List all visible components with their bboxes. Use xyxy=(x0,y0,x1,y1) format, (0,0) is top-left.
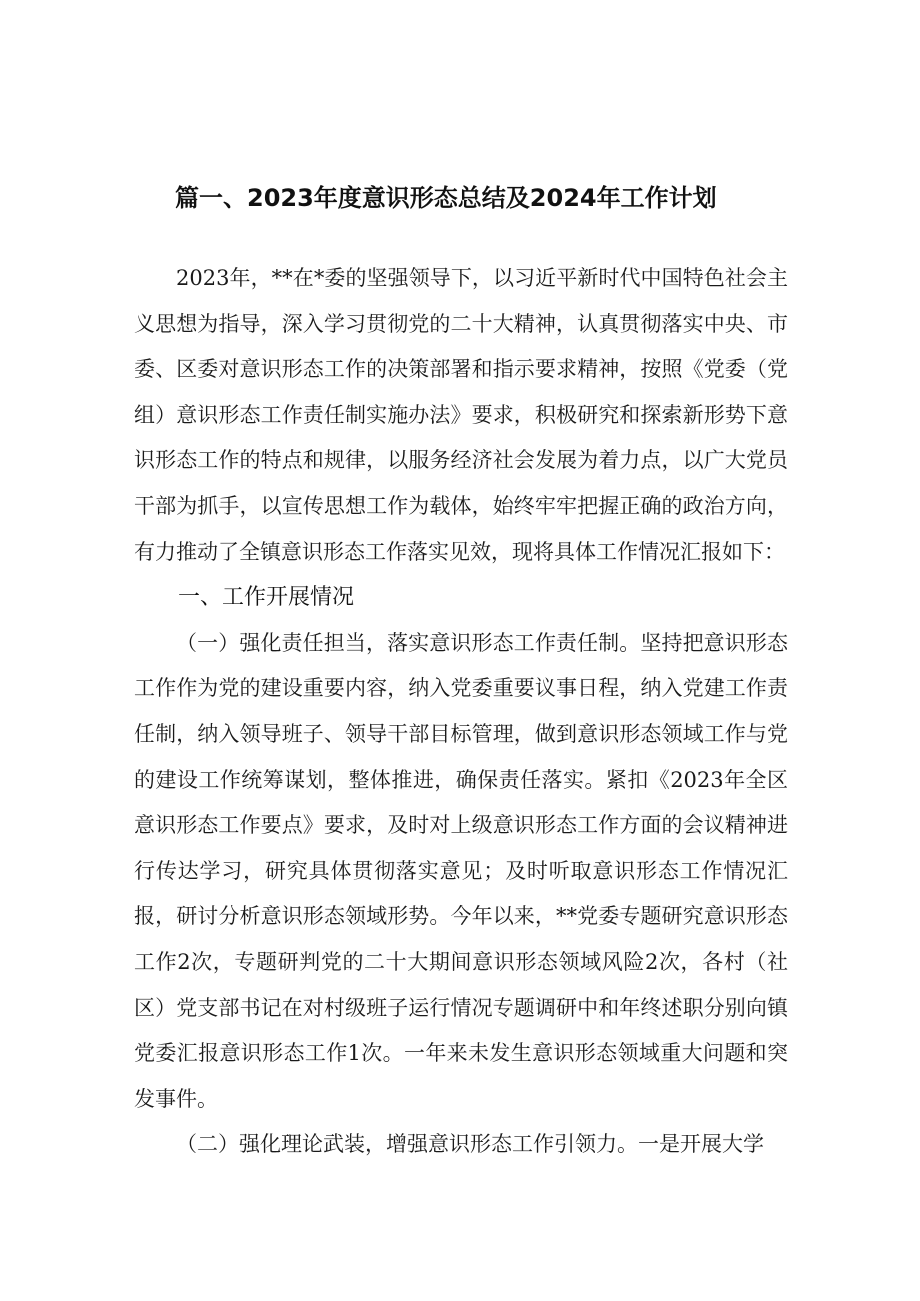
intro-paragraph: 2023年，**在*委的坚强领导下，以习近平新时代中国特色社会主义思想为指导，深入学习贯彻党的二十大精神，认真贯彻落实中央、市委、区委对意识形态工作的决策部署和指示要求精神，按照《党委（党组）意识形态工作责任制实施办法》要求，积极研究和探索新形势下意识形态工作的特点和规律，以服务经济社会发展为着力点，以广大党员干部为抓手，以宣传思想工作为载体，始终牢牢把握正确的政治方向，有力推动了全镇意识形态工作落实见效，现将具体工作情况汇报如下： xyxy=(134,266,788,564)
paragraph-theory: （二）强化理论武装，增强意识形态工作引领力。一是开展大学 xyxy=(176,1132,764,1157)
paragraph-responsibility: （一）强化责任担当，落实意识形态工作责任制。坚持把意识形态工作作为党的建设重要内容，纳入党委重要议事日程，纳入党建工作责任制，纳入领导班子、领导干部目标管理，做到意识形态领域工作与党的建设工作统筹谋划，整体推进，确保责任落实。紧扣《2023年全区意识形态工作要点》要求，及时对上级意识形态工作方面的会议精神进行传达学习，研究具体贯彻落实意见；及时听取意识形态工作情况汇报，研讨分析意识形态领域形势。今年以来，**党委专题研究意识形态工作2次，专题研判党的二十大期间意识形态领域风险2次，各村（社区）党支部书记在对村级班子运行情况专题调研中和年终述职分别向镇党委汇报意识形态工作1次。一年来未发生意识形态领域重大问题和突发事件。 xyxy=(134,630,788,1111)
document-body xyxy=(134,256,788,1168)
document-title: 篇一、2023年度意识形态总结及2024年工作计划 xyxy=(175,184,717,212)
section-heading-work-progress: 一、工作开展情况 xyxy=(178,585,355,611)
